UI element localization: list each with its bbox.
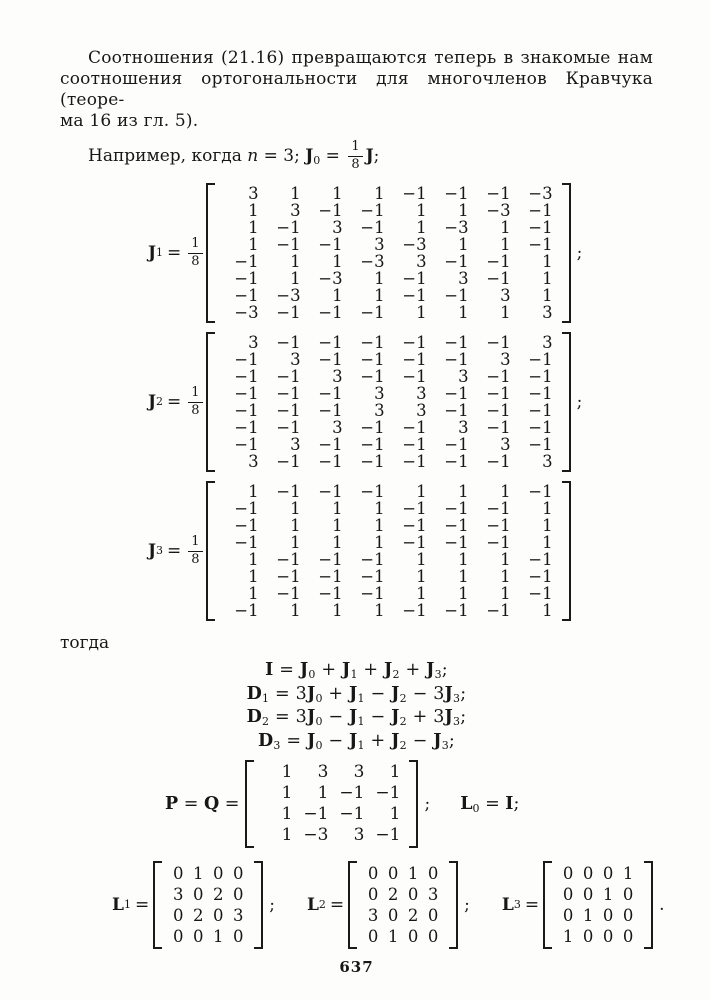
- matrix-left-bracket: [245, 760, 254, 848]
- matrix-right-bracket: [562, 481, 571, 621]
- equals-sign: =: [167, 243, 182, 263]
- matrix-right-bracket: [562, 332, 571, 472]
- equals-sign: =: [320, 146, 346, 166]
- semicolon: ;: [464, 895, 470, 915]
- matrix-label-j3: J 3 = $\frac{1}{8}$: [148, 535, 206, 568]
- matrix-label-j1: J 1 = $\frac{1}{8}$: [148, 237, 206, 270]
- matrix-equation-j1: [148, 182, 653, 324]
- equation-identity: $I = J_0 + J_1 + J_2 + J_3$;: [265, 660, 448, 681]
- matrix-equation-l1: [112, 860, 275, 950]
- period: .: [659, 895, 665, 915]
- fraction-denominator: 8: [191, 402, 200, 418]
- matrix-equation-l3: [502, 860, 665, 950]
- matrix-symbol: L: [306, 895, 319, 915]
- fraction-numerator: 1: [188, 237, 202, 254]
- matrix-right-bracket: [562, 183, 571, 323]
- matrix-left-bracket: [206, 481, 215, 621]
- matrix-j3-grid: 1 −1 −1 −1 1 1 1 −1 −1 1 1 1 −1 −1 −1 1 −1 1 1 1 −1 −1 −1 1 −1 1 1 1 −1 −1 −1 1 1 −1 −1 −1 1 1 1 −1 1 −1 −1 −1 1 1 1 −1 1 −1 −1 −1 1 1 1 −1 −1 1 1 1 −1 −1 −1 1: [234, 482, 553, 620]
- pq-equation: [165, 759, 653, 849]
- then-word: тогда: [60, 633, 110, 653]
- matrix-left-bracket: [206, 332, 215, 472]
- matrix-right-bracket: [254, 861, 263, 949]
- example-relation: = 3;: [258, 146, 306, 166]
- matrix-left-bracket: [206, 183, 215, 323]
- equals-sign: =: [167, 541, 182, 561]
- matrix-symbol: J: [148, 392, 157, 412]
- fraction-numerator: 1: [188, 535, 202, 552]
- matrix-symbol: J: [148, 541, 157, 561]
- matrix-symbol-j: J: [365, 146, 374, 166]
- matrix-left-bracket: [543, 861, 552, 949]
- example-lead: Например, когда: [88, 146, 248, 166]
- fraction-denominator: 8: [191, 551, 200, 567]
- equations-block: [60, 659, 653, 753]
- paragraph-line: соотношения ортогональности для многочленов Кравчука (теоре-: [60, 69, 653, 110]
- matrix-l1-grid: 0 1 0 0 3 0 2 0 0 2 0 3 0 0 1 0: [172, 864, 244, 946]
- l0-equation: $L_0 = I$;: [460, 794, 520, 815]
- fraction-one-eighth: [348, 140, 362, 173]
- matrix-label-l2: L 2 =: [306, 895, 345, 915]
- matrix-l2-grid: 0 0 1 0 0 2 0 3 3 0 2 0 0 1 0 0: [367, 864, 439, 946]
- equation-d2: $D_2 = 3J_0 - J_1 - J_2 + 3J_3$;: [246, 707, 467, 728]
- matrix-equation-j2: [148, 331, 653, 473]
- equals-sign: =: [524, 895, 540, 915]
- matrix-equation-j3: [148, 480, 653, 622]
- example-line: [60, 137, 653, 175]
- intro-paragraph: [60, 48, 653, 132]
- fraction-numerator: 1: [348, 140, 362, 157]
- matrix-right-bracket: [409, 760, 418, 848]
- matrix-left-bracket: [153, 861, 162, 949]
- page-number: 637: [339, 958, 374, 976]
- matrix-symbol-j0: J: [305, 146, 314, 166]
- matrix-label-l3: L 3 =: [501, 895, 540, 915]
- fraction-denominator: 8: [191, 253, 200, 269]
- matrix-symbol: L: [501, 895, 514, 915]
- equation-d3: $D_3 = J_0 - J_1 + J_2 - J_3$;: [257, 730, 455, 752]
- matrix-label-l1: L 1 =: [112, 895, 150, 915]
- equals-sign: =: [134, 895, 150, 915]
- matrix-j2-grid: 3 −1 −1 −1 −1 −1 −1 3 −1 3 −1 −1 −1 −1 3 −1 −1 −1 3 −1 −1 3 −1 −1 −1 −1 −1 3 3 −1 −1 −1 −1 −1 −1 3 3 −1 −1 −1 −1 −1 3 −1 −1 3 −1 −1 −1 3 −1 −1 −1 −1 3 −1 3 −1 −1 −1 −1 −1 −1 3: [234, 333, 553, 471]
- paragraph-line: Соотношения (21.16) превращаются теперь в знакомые нам: [88, 48, 653, 68]
- equation-d1: $D_1 = 3J_0 + J_1 - J_2 - 3J_3$;: [246, 683, 467, 705]
- pq-matrix-grid: 1 3 3 1 1 1 −1 −1 1 −1 −1 1 1 −3 3 −1: [281, 762, 401, 845]
- matrix-right-bracket: [449, 861, 458, 949]
- matrix-j1-grid: 3 1 1 1 −1 −1 −1 −3 1 3 −1 −1 1 1 −3 −1 1 −1 3 −1 1 −3 1 −1 1 −1 −1 3 −3 1 1 −1 −1 1 1 −3 3 −1 −1 1 −1 1 −3 1 −1 3 −1 1 −1 −3 1 1 −1 −1 3 1 −3 −1 −1 −1 1 1 1 3: [234, 184, 553, 322]
- pq-lhs: P = Q =: [165, 794, 240, 814]
- matrix-symbol: L: [112, 895, 124, 915]
- fraction-one-eighth: [188, 237, 202, 270]
- fraction-one-eighth: [188, 535, 202, 568]
- matrix-l3-grid: 0 0 0 1 0 0 1 0 0 1 0 0 1 0 0 0: [562, 864, 634, 946]
- equals-sign: =: [329, 895, 345, 915]
- paragraph-line: ма 16 из гл. 5).: [60, 111, 199, 131]
- semicolon: ;: [576, 392, 583, 412]
- matrix-left-bracket: [348, 861, 357, 949]
- fraction-denominator: 8: [351, 157, 360, 172]
- matrix-symbol: J: [148, 243, 157, 263]
- l-matrices-row: [112, 860, 665, 950]
- semicolon: ;: [373, 146, 380, 166]
- equals-sign: =: [167, 392, 182, 412]
- variable-n: n: [247, 146, 259, 166]
- matrix-label-j2: J 2 = $\frac{1}{8}$: [148, 386, 206, 419]
- semicolon: ;: [269, 895, 275, 915]
- fraction-numerator: 1: [188, 386, 202, 403]
- fraction-one-eighth: [188, 386, 202, 419]
- semicolon: ;: [576, 243, 583, 263]
- semicolon: ;: [424, 794, 431, 814]
- matrix-equation-l2: [307, 860, 470, 950]
- matrix-right-bracket: [644, 861, 653, 949]
- subscript: 0: [313, 154, 321, 167]
